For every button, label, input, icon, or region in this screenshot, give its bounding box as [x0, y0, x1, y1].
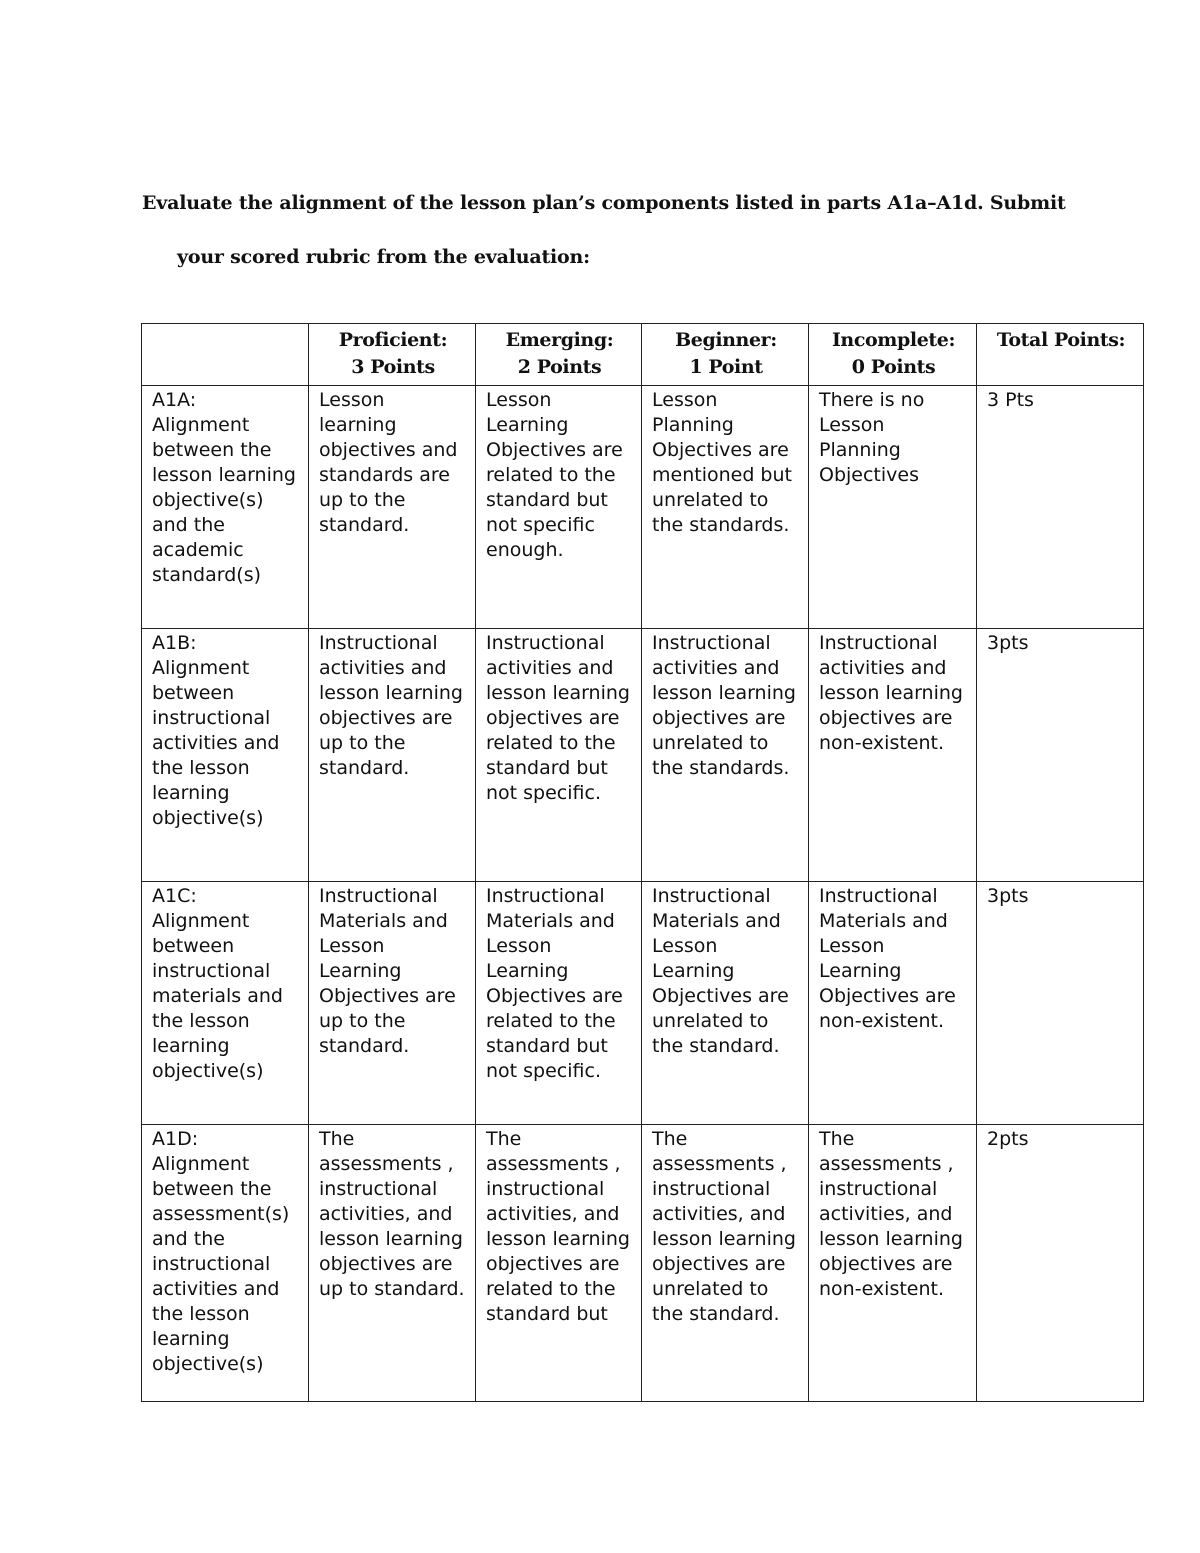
header-emerging-points: 2 Points: [517, 356, 602, 378]
header-incomplete-points: 0 Points: [851, 356, 936, 378]
total-cell: 2pts: [977, 1125, 1144, 1402]
proficient-cell: Instructional activities and lesson learning objectives are up to the standard.: [309, 629, 476, 882]
header-emerging: [476, 324, 642, 386]
criterion-code: A1D:: [152, 1128, 199, 1150]
header-total: [977, 324, 1144, 386]
criterion-cell: [142, 1125, 309, 1402]
beginner-cell: Instructional Materials and Lesson Learning Objectives are unrelated to the standard.: [642, 882, 809, 1125]
header-proficient-points: 3 Points: [351, 356, 435, 378]
criterion-cell: [142, 629, 309, 882]
criterion-description: Alignment between instructional materials and the lesson learning objective(s): [152, 910, 283, 1082]
proficient-cell: Lesson learning objectives and standards are up to the standard.: [309, 386, 476, 629]
criterion-cell: [142, 882, 309, 1125]
rubric-row-a1a: [142, 386, 1144, 629]
rubric-row-a1d: [142, 1125, 1144, 1402]
prompt-line-1: Evaluate the alignment of the lesson plan’s components listed in parts A1a–A1d. Submit: [142, 192, 1066, 214]
rubric-row-a1b: [142, 629, 1144, 882]
incomplete-cell: Instructional Materials and Lesson Learning Objectives are non-existent.: [809, 882, 977, 1125]
incomplete-cell: There is no Lesson Planning Objectives: [809, 386, 977, 629]
emerging-cell: Instructional Materials and Lesson Learning Objectives are related to the standard but not specific.: [476, 882, 642, 1125]
header-emerging-label: Emerging:: [505, 329, 614, 351]
beginner-cell: The assessments , instructional activities, and lesson learning objectives are unrelated to the standard.: [642, 1125, 809, 1402]
header-blank: [142, 324, 309, 386]
emerging-cell: The assessments , instructional activities, and lesson learning objectives are related to the standard but: [476, 1125, 642, 1402]
rubric-table: [141, 323, 1144, 1402]
header-beginner-points: 1 Point: [689, 356, 763, 378]
emerging-cell: Instructional activities and lesson learning objectives are related to the standard but not specific.: [476, 629, 642, 882]
criterion-cell: [142, 386, 309, 629]
criterion-description: Alignment between instructional activities and the lesson learning objective(s): [152, 657, 280, 829]
beginner-cell: Lesson Planning Objectives are mentioned but unrelated to the standards.: [642, 386, 809, 629]
beginner-cell: Instructional activities and lesson learning objectives are unrelated to the standards.: [642, 629, 809, 882]
criterion-description: Alignment between the assessment(s) and the instructional activities and the lesson learning objective(s): [152, 1153, 290, 1375]
header-beginner: [642, 324, 809, 386]
criterion-code: A1A:: [152, 389, 197, 411]
header-beginner-label: Beginner:: [675, 329, 777, 351]
total-cell: 3pts: [977, 882, 1144, 1125]
total-cell: 3pts: [977, 629, 1144, 882]
header-proficient: [309, 324, 476, 386]
incomplete-cell: The assessments , instructional activities, and lesson learning objectives are non-existent.: [809, 1125, 977, 1402]
total-cell: 3 Pts: [977, 386, 1144, 629]
criterion-description: Alignment between the lesson learning objective(s) and the academic standard(s): [152, 414, 296, 586]
rubric-row-a1c: [142, 882, 1144, 1125]
incomplete-cell: Instructional activities and lesson learning objectives are non-existent.: [809, 629, 977, 882]
header-total-label: Total Points:: [996, 329, 1126, 351]
proficient-cell: The assessments , instructional activities, and lesson learning objectives are up to standard.: [309, 1125, 476, 1402]
criterion-code: A1B:: [152, 632, 197, 654]
criterion-code: A1C:: [152, 885, 197, 907]
header-incomplete-label: Incomplete:: [831, 329, 956, 351]
rubric-header-row: [142, 324, 1144, 386]
emerging-cell: Lesson Learning Objectives are related to the standard but not specific enough.: [476, 386, 642, 629]
proficient-cell: Instructional Materials and Lesson Learning Objectives are up to the standard.: [309, 882, 476, 1125]
header-proficient-label: Proficient:: [338, 329, 448, 351]
header-incomplete: [809, 324, 977, 386]
prompt-line-2: your scored rubric from the evaluation:: [177, 246, 590, 268]
